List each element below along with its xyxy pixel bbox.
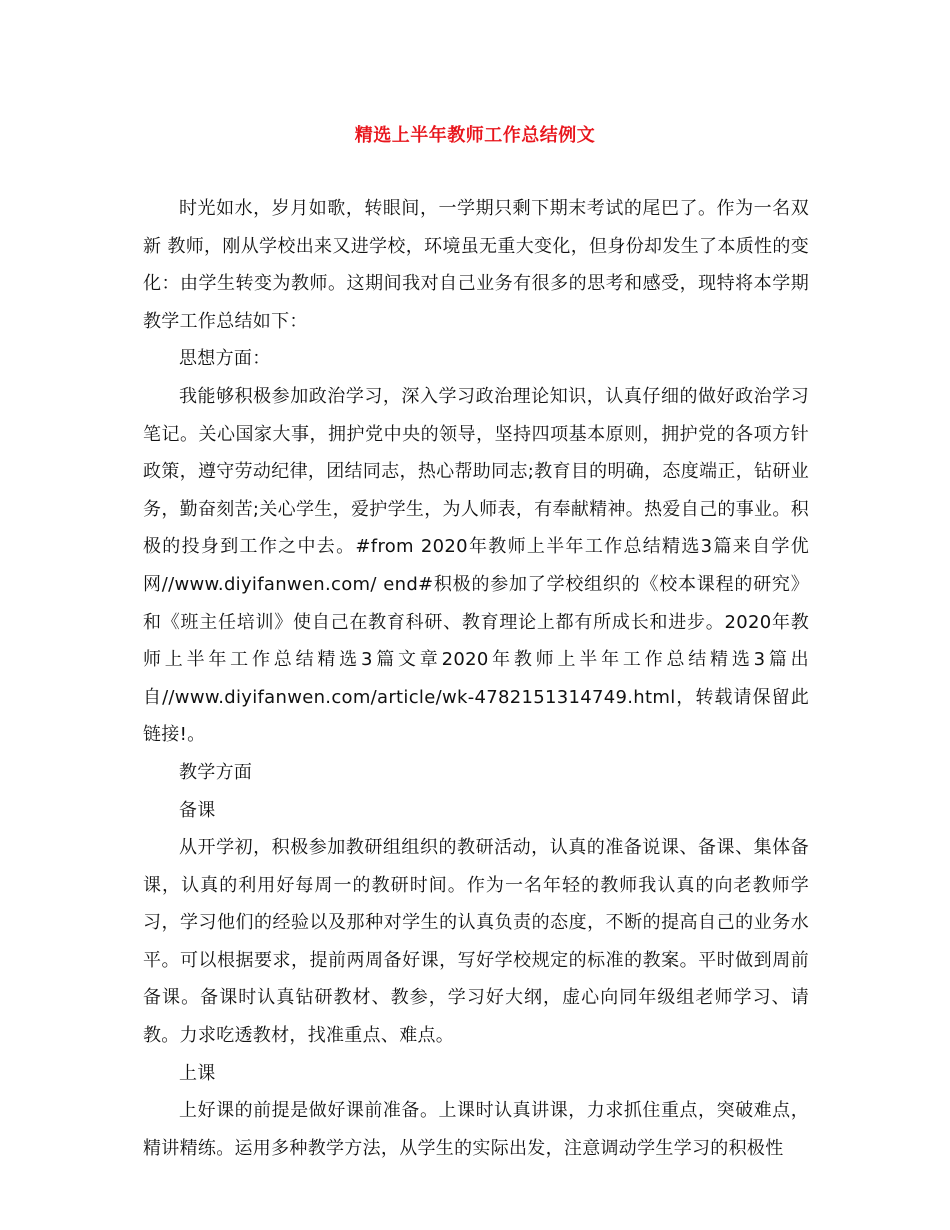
subheading-lesson-prep: 备课: [179, 799, 216, 821]
section-heading-teaching: 教学方面: [179, 761, 253, 783]
paragraph-teaching-class: 上好课的前提是做好课前准备。上课时认真讲课，力求抓住重点，突破难点，精讲精练。运用多种教学方法，从学生的实际出发，注意调动学生学习的积极性: [143, 1100, 809, 1159]
paragraph-thought: 我能够积极参加政治学习，深入学习政治理论知识，认真仔细的做好政治学习笔记。关心国家大事，拥护党中央的领导，坚持四项基本原则，拥护党的各项方针政策，遵守劳动纪律，团结同志，热心帮助同志;教育目的明确，态度端正，钻研业务，勤奋刻苦;关心学生，爱护学生，为人师表，有奉献精神。热爱自己的事业。积极的投身到工作之中去。#from 2020年教师上半年工作总结精选3篇来自学优网//www.diyifanwen.com/ end#积极的参加了学校组织的《校本课程的研究》和《班主任培训》使自己在教育科研、教育理论上都有所成长和进步。2020年教师上半年工作总结精选3篇文章2020年教师上半年工作总结精选3篇出自//www.diyifanwen.com/article/wk-4782151314749.html，转载请保留此链接!。: [143, 385, 809, 746]
subheading-teaching-class: 上课: [179, 1062, 216, 1084]
paragraph-intro: 时光如水，岁月如歌，转眼间，一学期只剩下期末考试的尾巴了。作为一名双新 教师，刚从学校出来又进学校，环境虽无重大变化，但身份却发生了本质性的变化：由学生转变为教师。这期间我对自己业务有很多的思考和感受，现特将本学期教学工作总结如下：: [143, 198, 809, 332]
document-body: [143, 190, 809, 1167]
paragraph-lesson-prep: 从开学初，积极参加教研组组织的教研活动，认真的准备说课、备课、集体备课，认真的利用好每周一的教研时间。作为一名年轻的教师我认真的向老教师学习，学习他们的经验以及那种对学生的认真负责的态度，不断的提高自己的业务水平。可以根据要求，提前两周备好课，写好学校规定的标准的教案。平时做到周前备课。备课时认真钻研教材、教参，学习好大纲，虚心向同年级组老师学习、请教。力求吃透教材，找准重点、难点。: [143, 837, 809, 1047]
section-heading-thought: 思想方面：: [179, 348, 271, 370]
document-title: 精选上半年教师工作总结例文: [354, 125, 596, 146]
